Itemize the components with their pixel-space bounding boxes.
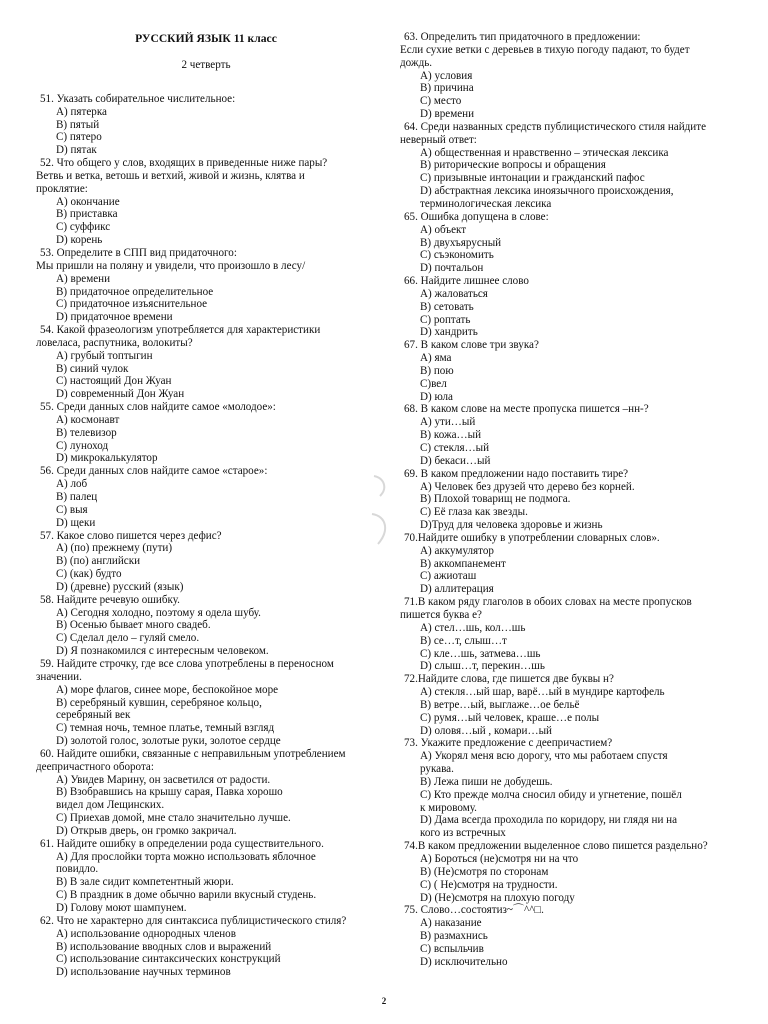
answer-option: A) использование однородных членов [56,927,236,940]
answer-option: D) почтальон [420,262,484,275]
answer-option: B) двухъярусный [420,236,502,249]
answer-option: C) Её глаза как звезды. [420,506,528,519]
question-text: 51. Указать собирательное числительное: [40,92,236,105]
answer-option: C)вел [420,377,447,390]
question-text: 67. В каком слове три звука? [404,339,539,352]
answer-option: A) Бороться (не)смотря ни на что [420,853,579,865]
answer-option: A) Человек без друзей что дерево без корней. [420,480,635,493]
question-text: 60. Найдите ошибки, связанные с неправильным употреблением [40,747,346,760]
question-list-left [36,93,376,979]
answer-option: C) луноход [56,439,109,452]
question-text: 65. Ошибка допущена в слове: [404,210,549,223]
answer-option: C) съэкономить [420,249,494,262]
answer-option: D) современный Дон Жуан [56,388,185,401]
page-number: 2 [381,996,387,1006]
answer-option: A) стел…шь, кол…шь [420,621,526,634]
answer-option: D) золотой голос, золотые руки, золотое сердце [56,735,281,748]
answer-option: C) (как) будто [56,568,122,581]
answer-option: D) использование научных терминов [56,966,231,979]
question-item [36,324,376,401]
answer-option: C) Приехав домой, мне стало значительно лучше. [56,812,291,825]
answer-option: C) стекля…ый [420,442,490,454]
answer-option: B) аккомпанемент [420,557,506,570]
answer-option: C) пятеро [56,131,102,144]
question-text: 62. Что не характерно для синтаксиса публицистического стиля? [40,914,347,927]
question-text: 59. Найдите строчку, где все слова употреблены в переносном [40,657,334,670]
question-text: 54. Какой фразеологизм употребляется для характеристики [40,324,321,337]
answer-option: D) микрокалькулятор [56,452,158,465]
answer-option: A) наказание [420,917,482,930]
question-item [400,339,745,403]
question-item [36,465,376,529]
question-list-right [400,31,745,969]
question-item [36,658,376,748]
question-item [36,915,376,979]
answer-option: B) приставка [56,208,118,221]
answer-option: A) окончание [56,195,120,208]
page-subtitle: 2 четверть [181,59,231,71]
question-text: 75. Слово…состоятиз~⌒^^□. [404,904,544,917]
answer-option: C) настоящий Дон Жуан [56,375,172,388]
left-column [36,32,376,979]
answer-option: D) пятак [56,144,97,157]
answer-option: B) пою [420,364,454,377]
answer-option: C) суффикс [56,221,111,234]
answer-option: A) условия [420,69,473,82]
answer-option: C) использование синтаксических конструкций [56,953,281,966]
question-text: Если сухие ветки с деревьев в тихую погоду падают, то будет [400,43,690,56]
question-item [400,840,745,904]
question-text: 64. Среди названных средств публицистического стиля найдите [404,120,707,133]
answer-option: A) море флагов, синее море, беспокойное море [56,683,279,696]
answer-option: C) ( Не)смотря на трудности. [420,878,558,891]
answer-option: C) выя [56,503,88,516]
question-item [36,93,376,157]
question-item [36,401,376,465]
question-text: 66. Найдите лишнее слово [404,275,529,288]
answer-option: B) придаточное определительное [56,285,214,298]
question-item [36,838,376,915]
answer-option: C) Кто прежде молча сносил обиду и угнетение, пошёл [420,788,682,801]
question-item [36,748,376,838]
question-item [400,673,745,737]
question-item [36,594,376,658]
question-text: 53. Определите в СПП вид придаточного: [40,246,237,259]
answer-option: A) (по) прежнему (пути) [56,542,173,555]
question-text: ловеласа, распутника, волокиты? [36,336,193,349]
answer-option: D) корень [56,234,103,247]
answer-option: B) Лежа пиши не добудешь. [420,775,553,788]
watermark-mark [366,470,394,550]
answer-option: B) ветре…ый, выглаже…ое бельё [420,698,580,711]
answer-option: B) использование вводных слов и выражений [56,940,272,953]
question-text: 73. Укажите предложение с деепричастием? [404,737,613,750]
question-item [36,530,376,594]
answer-option: C) темная ночь, темное платье, темный взгляд [56,722,275,735]
question-item [36,247,376,324]
answer-option: D) бекаси…ый [420,454,491,467]
answer-option: C) румя…ый человек, краше…е полы [420,711,600,724]
answer-option: D) аллитерация [420,583,494,596]
answer-option: A) аккумулятор [420,544,494,557]
answer-option: D) слыш…т, перекин…шь [420,660,545,673]
answer-option: B) Осенью бывает много свадеб. [56,619,211,632]
question-text: 68. В каком слове на месте пропуска пишется –нн-? [404,403,649,416]
answer-option: B) серебряный кувшин, серебряное кольцо, [56,696,262,709]
question-item [400,532,745,596]
answer-option: к мировому. [420,801,477,814]
answer-option: A) грубый топтыгин [56,349,153,362]
question-text: неверный ответ: [400,133,477,146]
question-item [400,211,745,275]
answer-option: D) времени [420,108,475,121]
answer-option: D) придаточное времени [56,311,173,324]
answer-option: B) Взобравшись на крышу сарая, Павка хорошо [56,786,283,799]
answer-option: A) пятерка [56,105,107,118]
answer-option: A) жаловаться [420,287,488,300]
answer-option: C) придаточное изъяснительное [56,298,208,311]
answer-option: B) Плохой товарищ не подмога. [420,493,571,506]
answer-option: A) Укорял меня всю дорогу, что мы работаем спустя [420,750,668,763]
question-text: 71.В каком ряду глаголов в обоих словах на месте пропусков [404,596,692,609]
question-item [400,403,745,467]
answer-option: B) се…т, слыш…т [420,634,507,647]
answer-option: A) Для прослойки торта можно использовать яблочное [56,850,316,863]
question-text: деепричастного оборота: [36,760,154,773]
question-text: пишется буква е? [400,608,482,621]
answer-option: C) место [420,95,462,108]
answer-option: C) роптать [420,313,471,326]
answer-option: B) палец [56,491,98,503]
answer-option: A) лоб [56,478,88,491]
answer-option: D) Я познакомился с интересным человеком. [56,645,269,658]
answer-option: A) Сегодня холодно, поэтому я одела шубу. [56,606,261,619]
question-text: Мы пришли на поляну и увидели, что произошло в лесу/ [36,259,306,272]
answer-option: B) сетовать [420,300,474,313]
answer-option: D) абстрактная лексика иноязычного происхождения, [420,185,674,198]
question-text: 57. Какое слово пишется через дефис? [40,529,222,542]
answer-option: B) пятый [56,118,100,131]
page-title: РУССКИЙ ЯЗЫК 11 класс [135,32,277,45]
question-text: 55. Среди данных слов найдите самое «молодое»: [40,401,276,414]
answer-option: D) (древне) русский (язык) [56,580,184,593]
answer-option: D) оловя…ый , комари…ый [420,724,552,737]
answer-option: D) Голову моют шампунем. [56,902,187,914]
answer-option: A) объект [420,223,467,236]
answer-option: повидло. [56,863,99,876]
answer-option: C) В праздник в доме обычно варили вкусный студень. [56,889,317,902]
answer-option: B) (Не)смотря по сторонам [420,865,549,878]
answer-option: B) кожа…ый [420,429,482,442]
right-column [400,31,745,969]
answer-option: D) исключительно [420,955,508,968]
answer-option: A) времени [56,272,111,285]
question-item [400,904,745,968]
question-text: дождь. [400,56,433,69]
answer-option: C) призывные интонации и гражданский пафос [420,172,645,185]
question-item [400,737,745,840]
answer-option: B) причина [420,82,474,95]
question-text: проклятие: [36,182,88,195]
answer-option: A) космонавт [56,413,120,426]
question-item [400,275,745,339]
answer-option: C) ажиоташ [420,570,477,583]
answer-option: B) синий чулок [56,362,129,375]
answer-option: D)Труд для человека здоровье и жизнь [420,519,603,532]
answer-option: рукава. [420,763,454,776]
question-text: 58. Найдите речевую ошибку. [40,593,180,606]
answer-option: D) щеки [56,516,96,529]
question-item [400,468,745,532]
question-text: 74.В каком предложении выделенное слово пишется раздельно? [404,840,708,853]
answer-option: B) размахнись [420,930,488,943]
question-text: 56. Среди данных слов найдите самое «старое»: [40,465,268,478]
answer-option: B) В зале сидит компетентный жюри. [56,876,234,889]
answer-option: C) вспыльчив [420,942,484,955]
question-item [36,157,376,247]
question-item [400,121,745,211]
answer-option: A) стекля…ый шар, варё…ый в мундире картофель [420,686,665,699]
answer-option: A) общественная и нравственно – этическая лексика [420,146,669,159]
answer-option: терминологическая лексика [420,197,552,210]
question-item [400,596,745,673]
answer-option: A) ути…ый [420,416,476,429]
answer-option: D) (Не)смотря на плохую погоду [420,891,575,904]
answer-option: B) риторические вопросы и обращения [420,159,606,172]
answer-option: C) кле…шь, затмева…шь [420,647,541,660]
question-text: 61. Найдите ошибку в определении рода существительного. [40,837,324,850]
answer-option: B) (по) английски [56,555,141,568]
question-text: 52. Что общего у слов, входящих в приведенные ниже пары? [40,157,328,170]
answer-option: A) Увидев Марину, он засветился от радости. [56,773,271,786]
answer-option: A) яма [420,352,452,365]
answer-option: D) Открыв дверь, он громко закричал. [56,824,237,837]
answer-option: B) телевизор [56,426,117,439]
question-text: Ветвь и ветка, ветошь и ветхий, живой и жизнь, клятва и [36,169,305,182]
answer-option: серебряный век [56,709,131,722]
question-text: 69. В каком предложении надо поставить тире? [404,467,629,480]
question-text: значении. [36,670,82,683]
question-text: 72.Найдите слова, где пишется две буквы н? [404,673,614,686]
answer-option: C) Сделал дело – гуляй смело. [56,632,200,645]
answer-option: D) юла [420,390,453,403]
question-item [400,31,745,121]
question-text: 63. Определить тип придаточного в предложении: [404,31,641,43]
answer-option: D) хандрить [420,326,478,339]
answer-option: видел дом Лещинских. [56,799,165,812]
answer-option: D) Дама всегда проходила по коридору, ни глядя ни на [420,814,678,827]
question-text: 70.Найдите ошибку в употреблении словарных слов». [404,531,660,544]
answer-option: кого из встречных [420,827,506,840]
